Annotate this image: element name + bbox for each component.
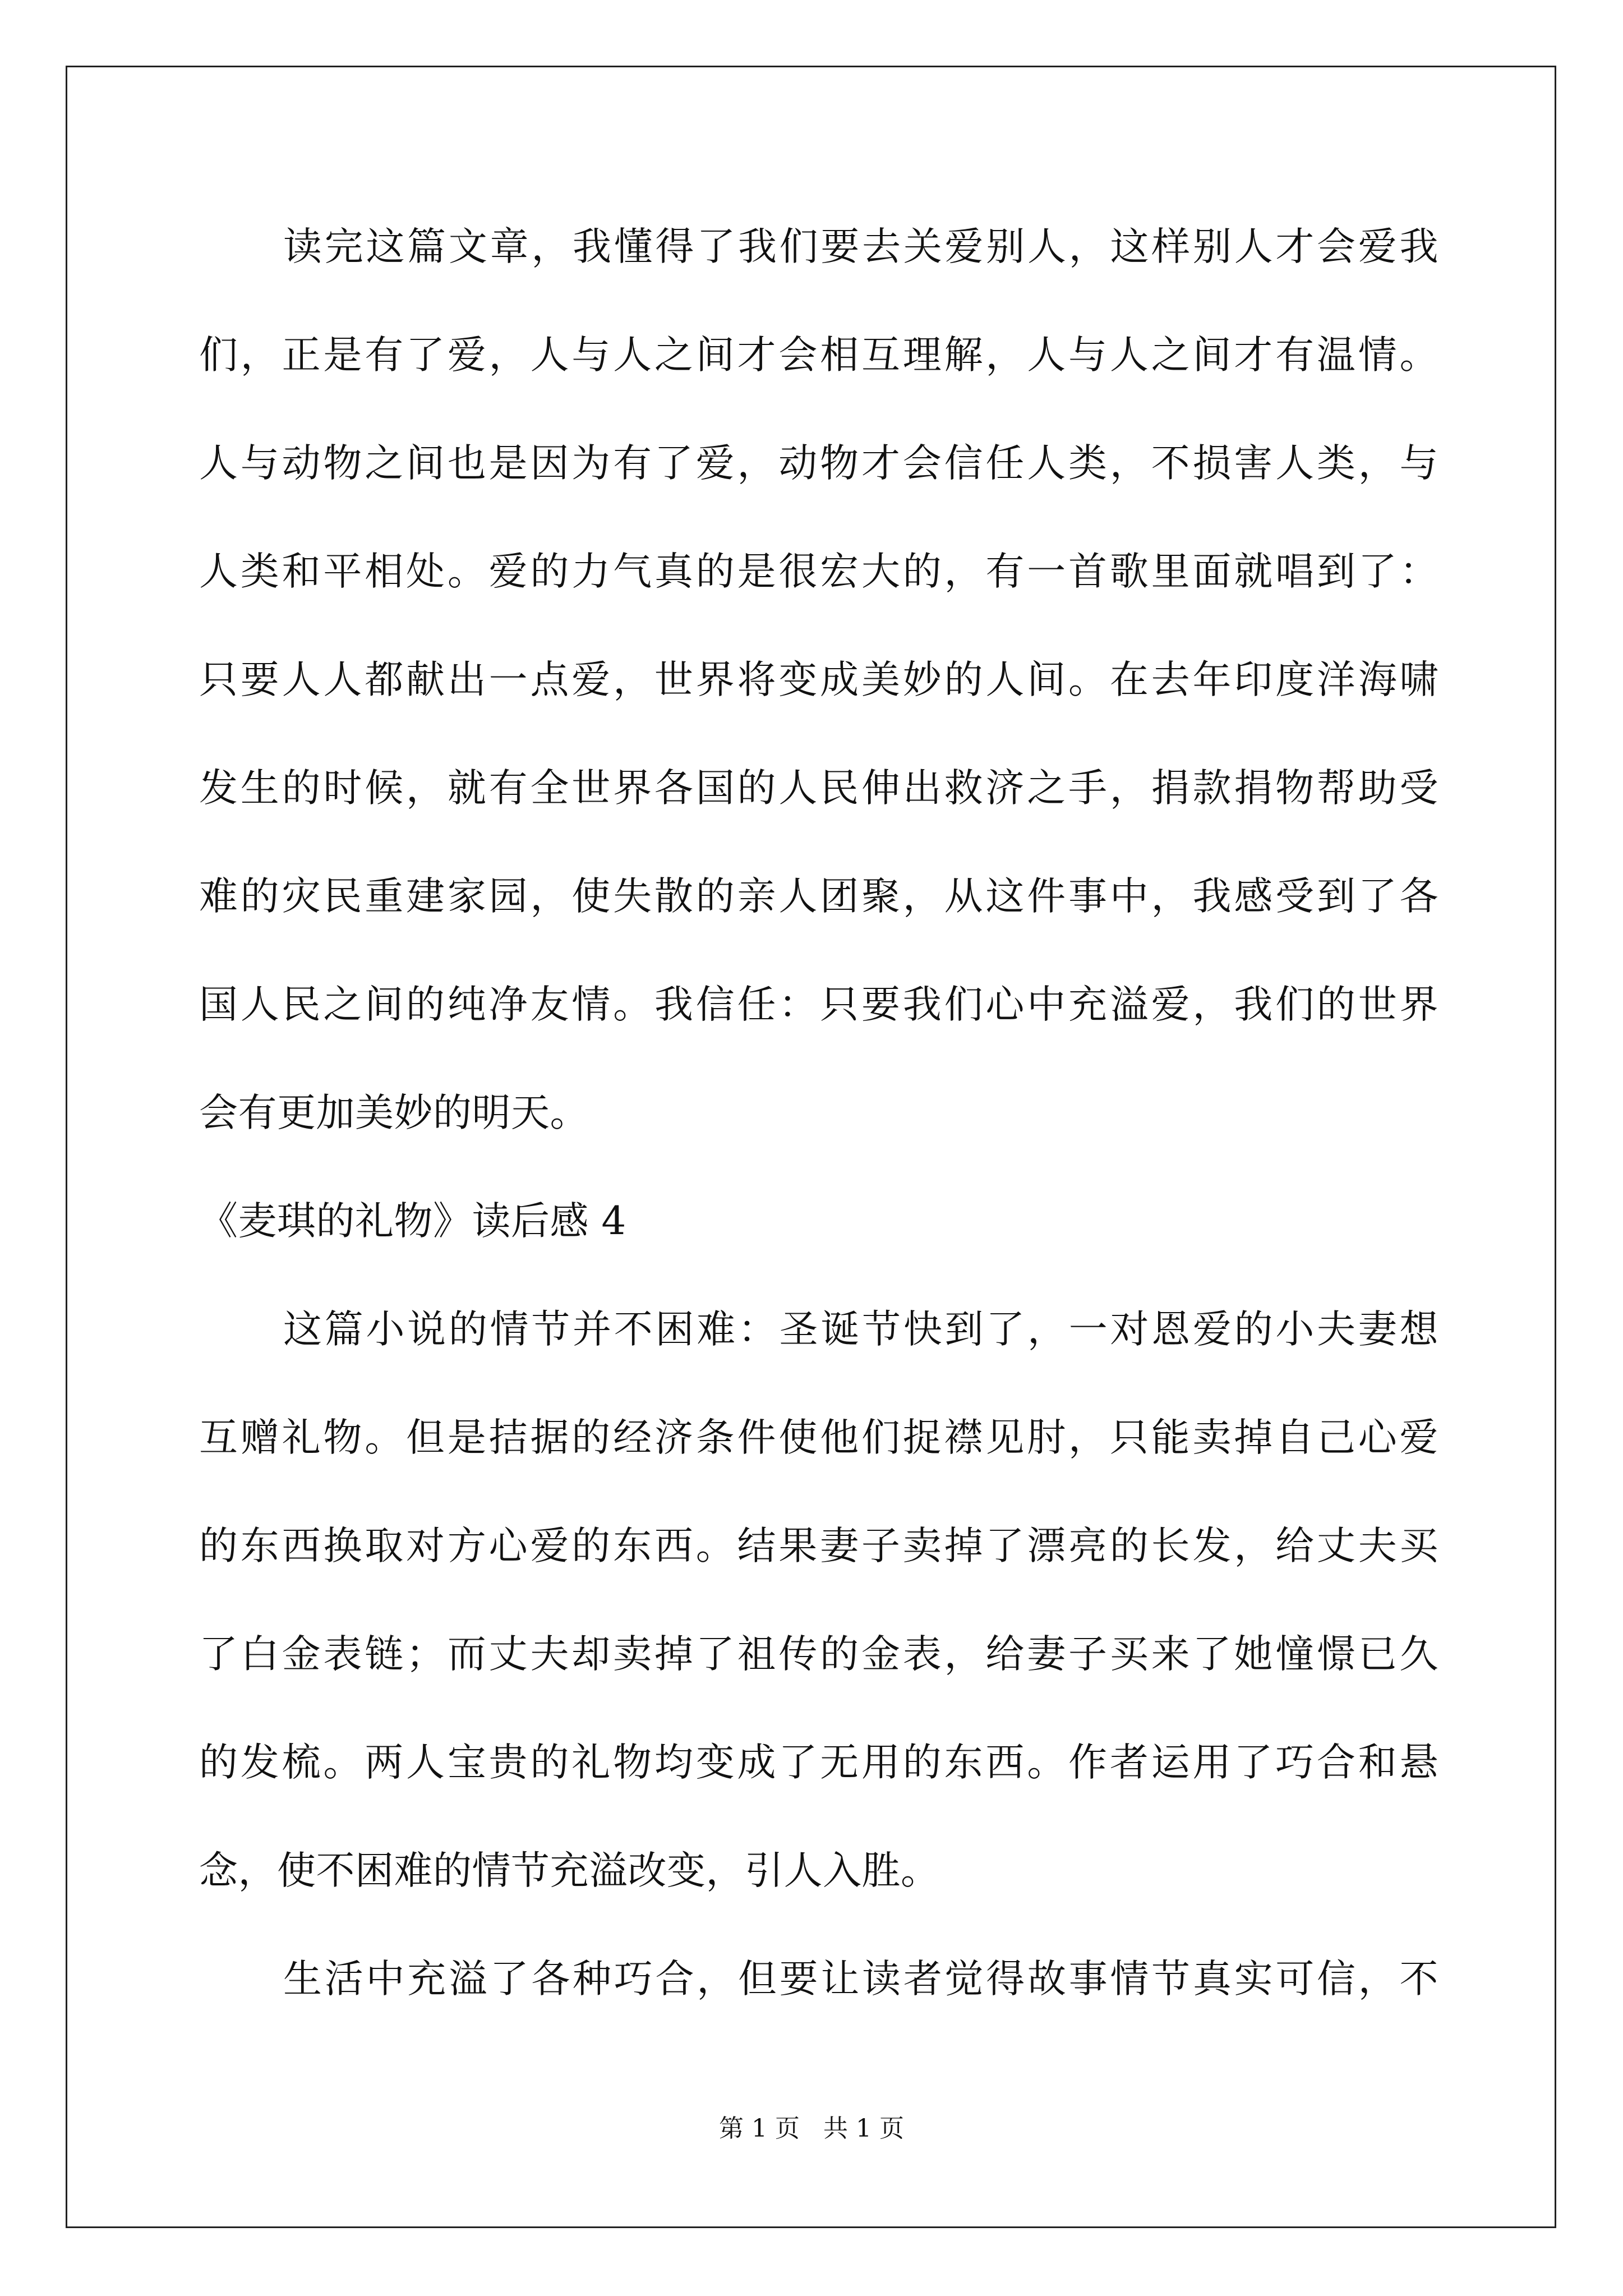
paragraph1-line-9: 会有更加美妙的明天。 [199, 1091, 589, 1135]
page-border [66, 66, 1556, 2228]
paragraph2-line-2: 互赠礼物。但是拮据的经济条件使他们捉襟见肘，只能卖掉自己心爱 [199, 1415, 1438, 1460]
paragraph2-line-3: 的东西换取对方心爱的东西。结果妻子卖掉了漂亮的长发，给丈夫买 [199, 1524, 1438, 1568]
paragraph2-line-6: 念，使不困难的情节充溢改变，引人入胜。 [199, 1848, 940, 1893]
paragraph1-line-5: 只要人人都献出一点爱，世界将变成美妙的人间。在去年印度洋海啸 [199, 657, 1438, 702]
paragraph1-line-8: 国人民之间的纯净友情。我信任：只要我们心中充溢爱，我们的世界 [199, 982, 1438, 1027]
paragraph2-line-5: 的发梳。两人宝贵的礼物均变成了无用的东西。作者运用了巧合和悬 [199, 1740, 1438, 1785]
section-heading: 《麦琪的礼物》读后感 4 [199, 1199, 626, 1244]
paragraph1-line-3: 人与动物之间也是因为有了爱，动物才会信任人类，不损害人类，与 [199, 441, 1438, 486]
paragraph1-line-2: 们，正是有了爱，人与人之间才会相互理解，人与人之间才有温情。 [199, 333, 1438, 378]
page-footer: 第 1 页 共 1 页 [719, 2114, 904, 2143]
paragraph1-line-7: 难的灾民重建家园，使失散的亲人团聚，从这件事中，我感受到了各 [199, 874, 1438, 919]
paragraph2-line-1: 这篇小说的情节并不困难：圣诞节快到了，一对恩爱的小夫妻想 [283, 1307, 1438, 1352]
paragraph1-line-1: 读完这篇文章，我懂得了我们要去关爱别人，这样别人才会爱我 [283, 224, 1438, 269]
paragraph3-line-1: 生活中充溢了各种巧合，但要让读者觉得故事情节真实可信，不 [283, 1957, 1438, 2001]
paragraph1-line-6: 发生的时候，就有全世界各国的人民伸出救济之手，捐款捐物帮助受 [199, 766, 1438, 811]
paragraph2-line-4: 了白金表链；而丈夫却卖掉了祖传的金表，给妻子买来了她憧憬已久 [199, 1632, 1438, 1677]
paragraph1-line-4: 人类和平相处。爱的力气真的是很宏大的，有一首歌里面就唱到了： [199, 549, 1438, 594]
